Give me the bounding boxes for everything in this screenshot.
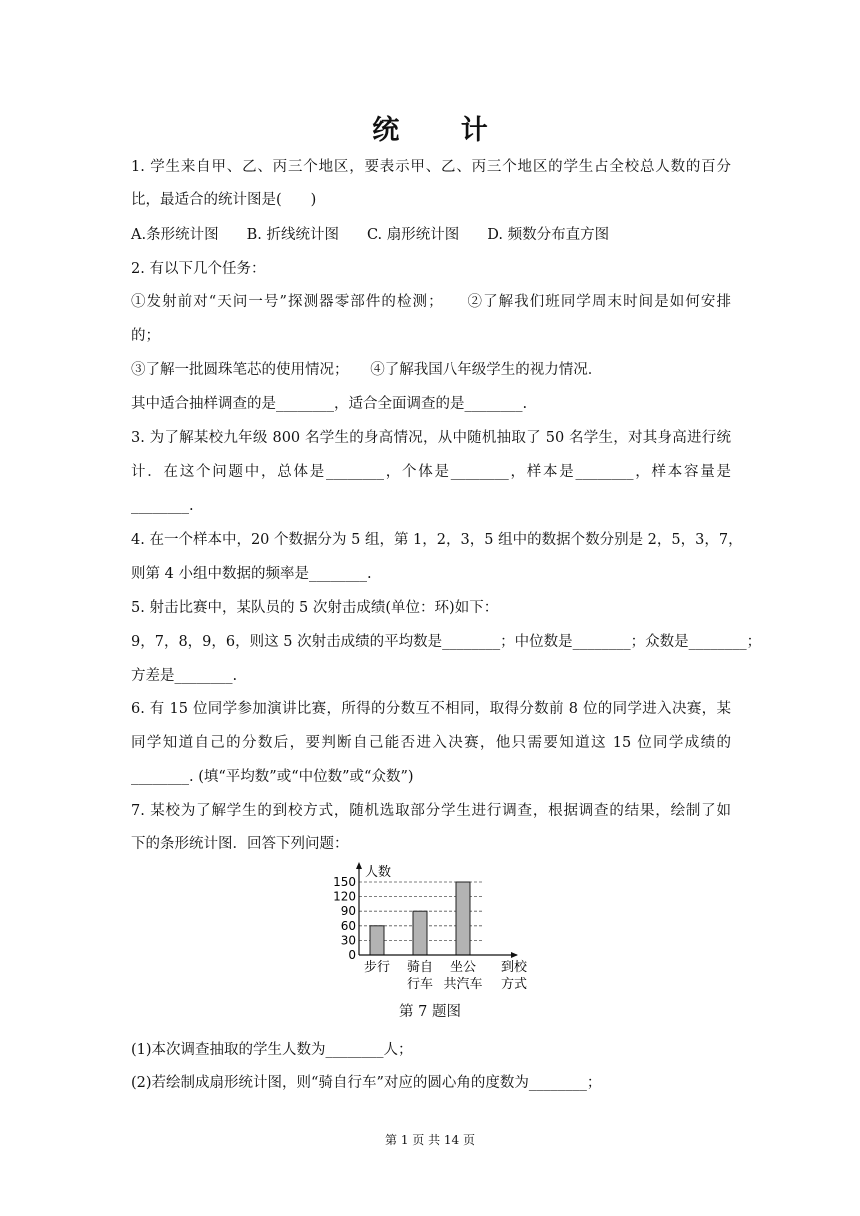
x-axis-label: 方式 <box>500 977 528 992</box>
option-a: A.条形统计图 <box>131 227 219 243</box>
q5-line2: 9，7，8，9，6，则这 5 次射击成绩的平均数是________；中位数是________；众数是________； <box>131 634 762 650</box>
q4-line1: 4. 在一个样本中，20 个数据分为 5 组，第 1，2，3，5 组中的数据个数分别是 2，5，3，7， <box>131 532 743 548</box>
q2-line4: ③了解一批圆珠笔芯的使用情况； ④了解我国八年级学生的视力情况． <box>131 362 603 378</box>
option-c: C. 扇形统计图 <box>366 227 460 243</box>
x-tick-label: 骑自 <box>406 960 434 975</box>
page-footer: 第 1 页 共 14 页 <box>385 1133 475 1147</box>
y-tick-label: 90 <box>340 904 356 919</box>
y-tick-label: 0 <box>348 948 356 962</box>
x-axis-label: 到校 <box>500 960 528 975</box>
x-tick-label: 共汽车 <box>443 977 483 992</box>
q7-line2: 下的条形统计图．回答下列问题： <box>131 836 349 852</box>
option-d: D. 频数分布直方图 <box>487 227 610 243</box>
y-tick-label: 120 <box>333 889 356 904</box>
bar <box>413 911 427 955</box>
figure-caption: 第 7 题图 <box>399 1004 461 1020</box>
q5-line3: 方差是________. <box>131 668 238 684</box>
q3-line2: 计．在这个问题中，总体是________，个体是________，样本是________，样本容量是 <box>131 464 731 480</box>
page-title: 统 计 <box>372 115 514 146</box>
q2-line3: 的； <box>131 328 160 344</box>
q2-line5: 其中适合抽样调查的是________，适合全面调查的是________. <box>131 396 528 412</box>
q2-line2: ①发射前对“天问一号”探测器零部件的检测； ②了解我们班同学周末时间是如何安排 <box>131 294 731 310</box>
y-axis-label: 人数 <box>365 865 392 880</box>
q2-line1: 2. 有以下几个任务： <box>131 261 266 277</box>
q3-line1: 3. 为了解某校九年级 800 名学生的身高情况，从中随机抽取了 50 名学生，对其身高进行统 <box>131 430 731 446</box>
q1-options <box>131 225 731 245</box>
q6-line1: 6. 有 15 位同学参加演讲比赛，所得的分数互不相同，取得分数前 8 位的同学进入决赛，某 <box>131 701 731 717</box>
q7-line1: 7. 某校为了解学生的到校方式，随机选取部分学生进行调查，根据调查的结果，绘制了如 <box>131 803 731 819</box>
q4-line2: 则第 4 小组中数据的频率是________. <box>131 566 372 582</box>
y-tick-label: 30 <box>340 933 356 948</box>
bar-chart <box>332 858 542 998</box>
q1-line2: 比，最适合的统计图是( ) <box>131 192 317 208</box>
x-tick-label: 步行 <box>363 960 391 975</box>
y-axis-arrow <box>356 862 362 869</box>
y-tick-label: 150 <box>333 875 356 889</box>
q6-line3: ________. (填“平均数”或“中位数”或“众数”) <box>131 769 414 785</box>
q7-part2: (2)若绘制成扇形统计图，则“骑自行车”对应的圆心角的度数为________； <box>131 1075 602 1091</box>
q5-line1: 5. 射击比赛中，某队员的 5 次射击成绩(单位：环)如下： <box>131 600 499 616</box>
q7-part1: (1)本次调查抽取的学生人数为________人； <box>131 1042 413 1058</box>
q3-line3: ________. <box>131 498 194 514</box>
q1-line1: 1. 学生来自甲、乙、丙三个地区，要表示甲、乙、丙三个地区的学生占全校总人数的百分 <box>131 159 731 175</box>
option-b: B. 折线统计图 <box>246 227 339 243</box>
bar <box>370 926 384 955</box>
x-tick-label: 行车 <box>406 977 434 992</box>
bar <box>456 882 470 955</box>
x-tick-label: 坐公 <box>449 960 477 975</box>
y-tick-label: 60 <box>340 918 356 933</box>
x-axis-arrow <box>511 952 518 958</box>
q6-line2: 同学知道自己的分数后，要判断自己能否进入决赛，他只需要知道这 15 位同学成绩的 <box>131 735 731 751</box>
